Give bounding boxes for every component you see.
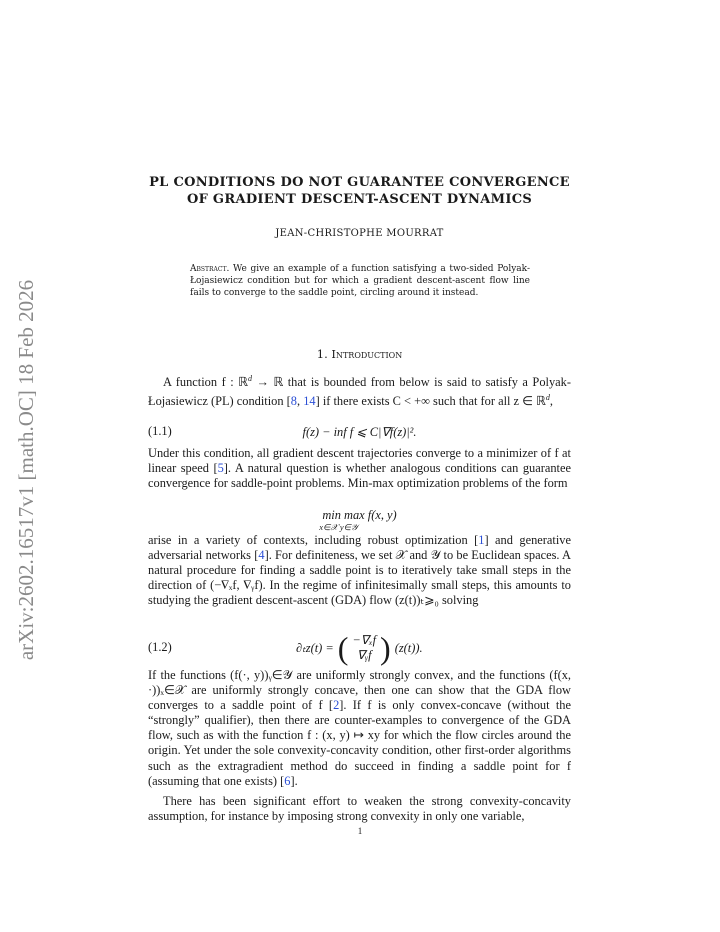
gradient-vector <box>352 633 376 663</box>
title-line-1: PL CONDITIONS DO NOT GUARANTEE CONVERGENCE <box>149 175 570 190</box>
page-number: 1 <box>357 826 363 836</box>
paper-title <box>148 174 571 208</box>
p1-text-c: ] if there exists C < +∞ such that for all z ∈ ℝ <box>315 394 546 409</box>
p3-text-a: arise in a variety of contexts, including robust optimization [ <box>148 533 479 547</box>
p2-text-b: ]. A natural question is whether analogous conditions can guarantee convergence for saddle-point problems. Min-max optimization problems of the form <box>148 461 571 491</box>
abstract <box>190 263 530 300</box>
paragraph-5: There has been significant effort to weaken the strong convexity-concavity assumption, for instance by imposing strong convexity in only one variable, <box>148 794 571 824</box>
p4-text-b: ]. If f is only convex-concave (without the “strongly” qualifier), then there are counter-examples to convergence of the GDA flow, such as with the function f : (x, y) ↦ xy for which the flow circles around the origin. Yet under the sole convexity-concavity condition, other first-order algorithms such as the extragradient method do succeed in finding a saddle point for f (assuming that one exists) [ <box>148 698 571 788</box>
arxiv-stamp-text[interactable]: arXiv:2602.16517v1 [math.OC] 18 Feb 2026 <box>14 279 38 661</box>
minmax-expression: min max f(x, y) <box>322 508 397 522</box>
paragraph-4 <box>148 668 571 789</box>
p1-sup-d: d <box>247 374 252 383</box>
p4-text-a: If the functions (f(·, y))ᵧ∈𝒴 are uniformly strongly convex, and the functions (f(x, ·))ₓ∈𝒳 are uniformly strongly concave, then one can show that the GDA flow converges to a saddle point of f [ <box>148 668 571 713</box>
citation-link[interactable]: 1 <box>478 533 485 547</box>
p1-text-a: A function f : ℝ <box>163 375 248 390</box>
p4-text-c: ]. <box>290 773 298 788</box>
equation-body: f(z) − inf f ⩽ C|∇f(z)|². <box>302 425 417 439</box>
left-paren: ( <box>337 630 349 666</box>
citation-link[interactable]: 6 <box>284 773 291 788</box>
minmax-subscripts: x∈𝒳 y∈𝒴 <box>319 522 358 532</box>
p1-text-b: → ℝ that is bounded from below is said to satisfy a Polyak-Łojasiewicz (PL) condition [ <box>148 375 571 409</box>
citation-link[interactable]: 4 <box>258 548 265 563</box>
gda-equation <box>296 630 423 666</box>
p3-text-c: ]. For definiteness, we set 𝒳 and 𝒴 to be Euclidean spaces. A natural procedure for finding a saddle point is to iteratively take small steps in the direction of (−∇ₓf, ∇ᵧf). In the regime of infinitesimally small steps, this amounts to studying the gradient descent-ascent (GDA) flow (z(t))ₜ⩾₀ solving <box>148 548 571 608</box>
abstract-text: We give an example of a function satisfying a two-sided Polyak-Łojasiewicz condition but for which a gradient descent-ascent flow line fails to converge to the saddle point, circling around it instead. <box>190 264 530 299</box>
citation-link[interactable]: 14 <box>303 394 316 409</box>
p1-sep: , <box>297 394 304 409</box>
paragraph-3 <box>148 533 571 608</box>
abstract-label: Abstract. <box>190 264 230 274</box>
author-name: JEAN-CHRISTOPHE MOURRAT <box>275 228 444 239</box>
p2-text-a: Under this condition, all gradient descent trajectories converge to a minimizer of f at linear speed [ <box>148 446 571 476</box>
section-title: Introduction <box>331 347 403 361</box>
gda-rhs: (z(t)). <box>394 640 423 655</box>
section-number: 1. <box>316 347 328 361</box>
title-line-2: OF GRADIENT DESCENT-ASCENT DYNAMICS <box>186 192 533 207</box>
gda-lhs: ∂ₜz(t) = <box>296 641 334 655</box>
p1-text-d: , <box>549 394 553 409</box>
right-paren: ) <box>380 630 391 666</box>
p3-text-b: ] and generative adversarial networks [ <box>148 533 571 563</box>
section-heading <box>148 347 571 361</box>
citation-link[interactable]: 8 <box>290 394 297 409</box>
equation-number: (1.2) <box>148 640 172 654</box>
citation-link[interactable]: 5 <box>217 461 224 476</box>
p1-sup-d2: d <box>545 393 550 403</box>
citation-link[interactable]: 2 <box>333 698 340 713</box>
vector-top: −∇ₓf <box>352 633 377 647</box>
paragraph-1 <box>148 371 571 409</box>
vector-bottom: ∇ᵧf <box>356 648 372 662</box>
equation-number: (1.1) <box>148 424 172 438</box>
paragraph-2 <box>148 446 571 491</box>
